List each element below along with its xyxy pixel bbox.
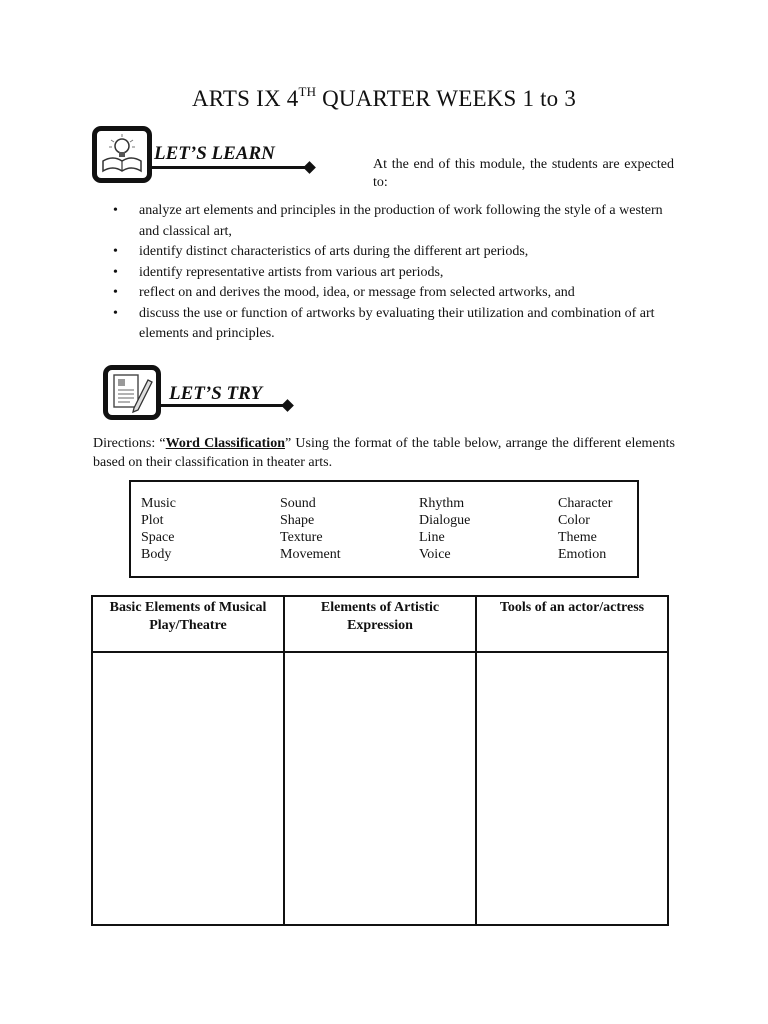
title-main: ARTS IX 4 xyxy=(191,86,299,111)
directions-keyword: Word Classification xyxy=(165,436,285,451)
word: Voice xyxy=(419,547,451,562)
word: Character xyxy=(558,496,613,511)
directions-rest: ” Using the format of the table below, arrange the different elements based on their classification in theater arts. xyxy=(93,436,675,470)
title-rest: QUARTER WEEKS 1 to 3 xyxy=(316,86,577,111)
lets-try-banner xyxy=(103,365,303,425)
banner-diamond xyxy=(303,161,316,174)
word: Emotion xyxy=(558,547,607,562)
word: Music xyxy=(141,496,176,511)
word: Movement xyxy=(280,547,341,562)
word: Color xyxy=(558,513,590,528)
lets-try-label: LET’S TRY xyxy=(169,383,263,404)
word: Space xyxy=(141,530,175,545)
table-header: Elements of Artistic Expression xyxy=(284,596,476,652)
answer-cell[interactable] xyxy=(284,652,476,925)
table-row xyxy=(92,652,668,925)
table-header-row xyxy=(92,596,668,652)
page-title xyxy=(0,86,768,112)
word-grid xyxy=(141,496,648,564)
answer-cell[interactable] xyxy=(92,652,284,925)
directions-prefix: Directions: “ xyxy=(93,436,166,451)
answer-cell[interactable] xyxy=(476,652,668,925)
banner-diamond xyxy=(281,399,294,412)
word: Theme xyxy=(558,530,597,545)
lets-learn-label: LET’S LEARN xyxy=(154,143,275,164)
word: Dialogue xyxy=(419,513,471,528)
word: Rhythm xyxy=(419,496,465,511)
intro-text: At the end of this module, the students are expected to: xyxy=(373,157,674,190)
word: Plot xyxy=(141,513,164,528)
classification-table xyxy=(91,595,669,926)
word: Texture xyxy=(280,530,323,545)
banner-line xyxy=(148,166,311,169)
directions-text xyxy=(93,434,675,472)
list-item: • analyze art elements and principles in the production of work following the style of a western and classical art, xyxy=(139,201,677,242)
list-item: • identify distinct characteristics of arts during the different art periods, xyxy=(139,242,677,263)
word: Sound xyxy=(280,496,316,511)
lets-learn-banner xyxy=(92,126,322,186)
table-header: Tools of an actor/actress xyxy=(476,596,668,652)
list-item: • identify representative artists from various art periods, xyxy=(139,263,677,284)
list-item: • reflect on and derives the mood, idea, or message from selected artworks, and xyxy=(139,283,677,304)
word-bank xyxy=(129,480,639,578)
word: Shape xyxy=(280,513,315,528)
word: Body xyxy=(141,547,172,562)
title-superscript: TH xyxy=(298,84,317,99)
paper-pencil-icon xyxy=(103,365,161,420)
table-header: Basic Elements of Musical Play/Theatre xyxy=(92,596,284,652)
list-item: • discuss the use or function of artworks by evaluating their utilization and combination of art elements and principles. xyxy=(139,304,677,345)
objectives-list xyxy=(95,201,677,345)
book-lightbulb-icon xyxy=(92,126,152,183)
word: Line xyxy=(419,530,445,545)
